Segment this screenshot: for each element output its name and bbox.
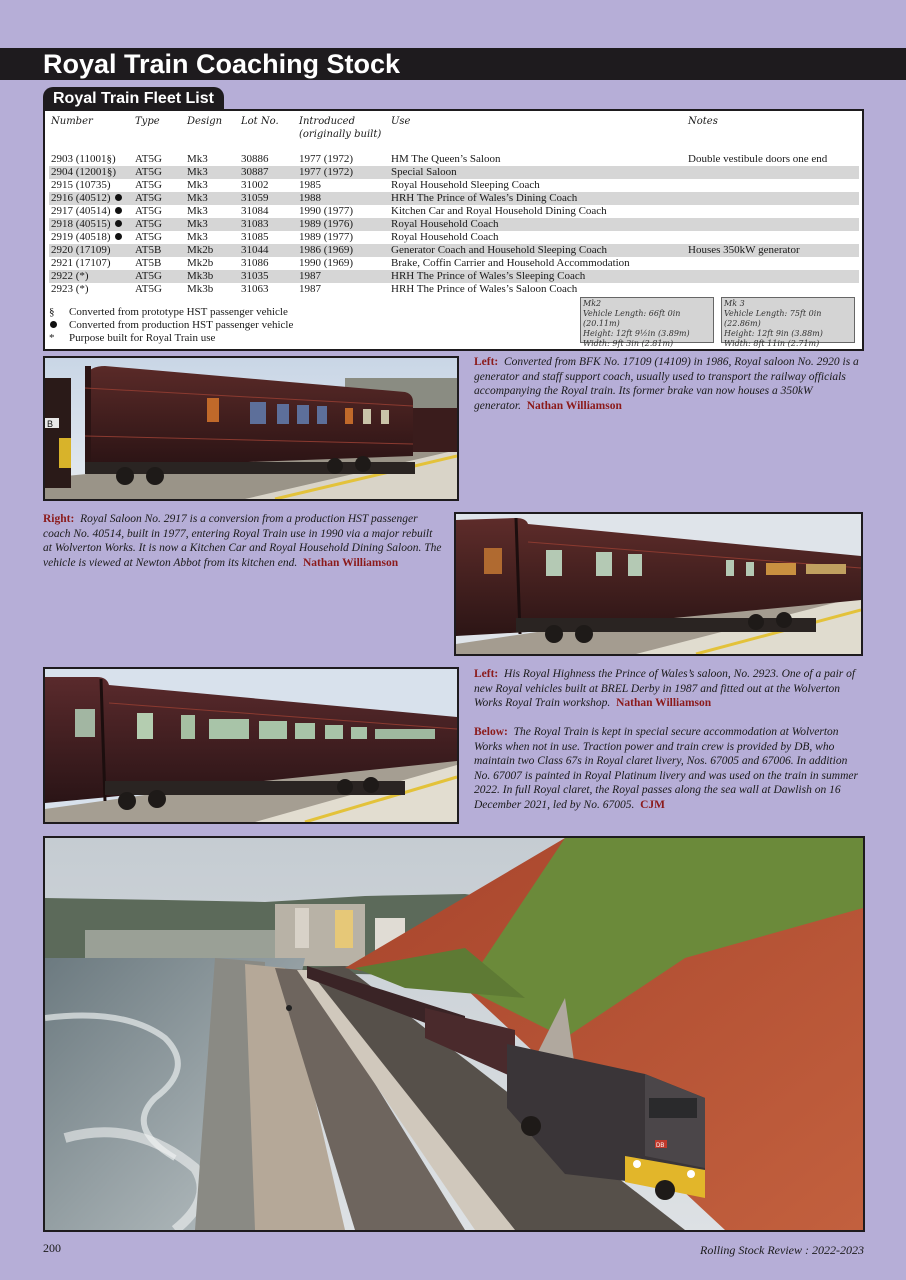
cell-type: AT5B [133, 244, 185, 257]
table-row [49, 244, 859, 257]
dims-height: Height: 12ft 9in (3.88m) [724, 329, 823, 338]
header-notes: Notes [688, 116, 718, 127]
caption-2 [43, 512, 443, 570]
cell-lot: 31063 [241, 283, 269, 295]
cell-notes [686, 218, 859, 231]
caption-3-credit: Nathan Williamson [616, 697, 712, 709]
cell-introduced: 1977 (1972) [297, 166, 389, 179]
caption-1-credit: Nathan Williamson [526, 399, 622, 412]
cell-lot: 31084 [241, 205, 269, 217]
cell-introduced: 1989 (1977) [299, 231, 354, 243]
caption-2-lead: Right: [43, 513, 75, 525]
photo-saloon-2917 [454, 512, 863, 656]
fleet-list-box [43, 109, 864, 351]
cell-design: Mk2b [185, 244, 239, 257]
cell-design: Mk3 [187, 179, 208, 191]
header-use: Use [391, 116, 411, 127]
page-number: 200 [43, 1241, 61, 1255]
dims-height: Height: 12ft 9½in (3.89m) [583, 329, 690, 338]
legend-symbol: * [49, 332, 55, 344]
caption-1-lead: Left: [474, 356, 499, 368]
table-row [49, 205, 859, 218]
cell-introduced: 1989 (1976) [297, 218, 389, 231]
dims-title: Mk2 [583, 299, 602, 308]
cell-type: AT5G [135, 205, 162, 217]
section-title: Royal Train Fleet List [43, 87, 224, 111]
legend-item [49, 332, 293, 345]
cell-design: Mk3b [187, 283, 214, 295]
cell-type: AT5G [133, 192, 185, 205]
cell-number: 2916 (40512) [49, 192, 133, 205]
cell-use: HRH The Prince of Wales’s Saloon Coach [391, 283, 578, 295]
dims-length: Vehicle Length: 66ft 0in (20.11m) [583, 309, 681, 328]
cell-design: Mk3 [185, 166, 239, 179]
cell-number: 2918 (40515) [49, 218, 133, 231]
cell-introduced: 1987 [297, 270, 389, 283]
header-lot: Lot No. [241, 116, 279, 127]
hst-dot-icon [115, 220, 122, 227]
cell-introduced: 1987 [299, 283, 321, 295]
cell-type: AT5G [133, 218, 185, 231]
cell-introduced: 1988 [297, 192, 389, 205]
cell-use: Royal Household Coach [389, 218, 686, 231]
hst-dot-icon [115, 194, 122, 201]
cell-use: HRH The Prince of Wales’s Dining Coach [389, 192, 686, 205]
cell-notes [686, 205, 859, 218]
cell-lot: 31002 [241, 179, 269, 191]
dims-length: Vehicle Length: 75ft 0in (22.86m) [724, 309, 822, 328]
legend-text: Converted from production HST passenger vehicle [69, 319, 294, 331]
cell-notes: Houses 350kW generator [686, 244, 859, 257]
cell-type: AT5G [133, 270, 185, 283]
photo-dawlish-image [45, 838, 863, 1230]
table-header-row [49, 115, 859, 153]
legend [49, 306, 293, 345]
cell-lot: 31083 [239, 218, 297, 231]
caption-3-lead: Left: [474, 668, 499, 680]
table-row [49, 166, 859, 179]
cell-number: 2923 (*) [51, 283, 89, 295]
dims-title: Mk 3 [724, 299, 745, 308]
db-logo: DB [656, 1143, 665, 1149]
cell-introduced: 1990 (1977) [299, 205, 354, 217]
cell-number: 2917 (40514) [49, 205, 133, 218]
cell-design: Mk3 [187, 231, 208, 243]
photo-dawlish-sea-wall [43, 836, 865, 1232]
cell-lot: 31059 [239, 192, 297, 205]
cell-number: 2922 (*) [49, 270, 133, 283]
cell-notes [686, 192, 859, 205]
cell-design: Mk3 [187, 205, 208, 217]
cell-notes [686, 179, 859, 192]
table-row [49, 257, 859, 270]
photo-coach-2920 [43, 356, 459, 501]
legend-item [49, 306, 293, 319]
hst-dot-icon [115, 233, 122, 240]
caption-4-credit: CJM [640, 798, 665, 811]
cell-introduced: 1985 [299, 179, 321, 191]
caption-4-text: The Royal Train is kept in special secure accommodation at Wolverton Works when not in use. Traction power and train crew is provided by DB, who maintain two Class 67s in Royal claret livery, Nos. 67005 and 67006. In addition No. 67007 is painted in Royal Platinum livery and was used on the train in summer 2022. In full Royal claret, the Royal passes along the sea wall at Dawlish on 16 December 2021, led by No. 67005. [474, 726, 858, 811]
photo-saloon-2917-image [456, 514, 861, 654]
caption-2-credit: Nathan Williamson [302, 556, 399, 569]
cell-notes: Double vestibule doors one end [688, 153, 828, 165]
cell-use: Brake, Coffin Carrier and Household Accommodation [391, 257, 630, 269]
hst-dot-icon [115, 207, 122, 214]
header-number: Number [51, 116, 93, 127]
cell-lot: 31035 [239, 270, 297, 283]
cell-type: AT5B [135, 257, 162, 269]
cell-notes [686, 231, 859, 244]
table-row [49, 231, 859, 244]
fleet-table [49, 115, 859, 296]
cell-type: AT5G [135, 231, 162, 243]
cell-lot: 31085 [241, 231, 269, 243]
cell-type: AT5G [135, 283, 162, 295]
cell-use: HM The Queen’s Saloon [391, 153, 501, 165]
header-introduced-sub: (originally built) [299, 129, 382, 140]
dims-width: Width: 9ft 3in (2.81m) [583, 339, 674, 348]
mk3-dimensions-box [721, 297, 855, 348]
cell-use: Royal Household Sleeping Coach [391, 179, 540, 191]
cell-type: AT5G [135, 179, 162, 191]
table-row [49, 153, 859, 166]
cell-number: 2919 (40518) [49, 231, 133, 244]
cell-design: Mk3 [185, 218, 239, 231]
photo-saloon-2923 [43, 667, 459, 824]
cell-notes [686, 283, 859, 296]
header-introduced-label: Introduced [299, 116, 355, 127]
cell-introduced: 1986 (1969) [297, 244, 389, 257]
caption-1 [474, 355, 859, 413]
header-introduced [297, 115, 389, 153]
publication-title: Rolling Stock Review : 2022-2023 [700, 1243, 864, 1257]
legend-text: Purpose built for Royal Train use [69, 332, 216, 344]
photo-coach-2920-image [45, 358, 457, 499]
caption-2-text: Royal Saloon No. 2917 is a conversion from a production HST passenger coach No. 40514, built in 1977, entering Royal Train use in 1990 via a major rebuilt at Wolverton Works. It is now a Kitchen Car and Royal Household Dining Saloon. The vehicle is viewed at Newton Abbot from its kitchen end. [43, 513, 442, 569]
cell-lot: 31086 [241, 257, 269, 269]
table-row [49, 218, 859, 231]
cell-introduced: 1977 (1972) [299, 153, 354, 165]
caption-4 [474, 725, 859, 812]
cell-type: AT5G [135, 153, 162, 165]
header-type: Type [135, 116, 160, 127]
cell-use: Kitchen Car and Royal Household Dining Coach [391, 205, 607, 217]
cell-lot: 30887 [239, 166, 297, 179]
page-title: Royal Train Coaching Stock [0, 48, 906, 80]
header-design: Design [187, 116, 223, 127]
cell-use: Royal Household Coach [391, 231, 499, 243]
cell-notes [686, 257, 859, 270]
legend-symbol: § [49, 306, 55, 318]
cell-use: Special Saloon [389, 166, 686, 179]
caption-4-lead: Below: [474, 726, 508, 738]
legend-text: Converted from prototype HST passenger vehicle [69, 306, 288, 318]
table-row [49, 270, 859, 283]
cell-number: 2915 (10735) [51, 179, 111, 191]
table-row [49, 192, 859, 205]
mk2-dimensions-box [580, 297, 714, 348]
cell-number: 2903 (11001§) [51, 153, 116, 165]
cell-design: Mk3 [185, 192, 239, 205]
cell-lot: 31044 [239, 244, 297, 257]
cell-number: 2921 (17107) [51, 257, 111, 269]
cell-type: AT5G [133, 166, 185, 179]
cell-design: Mk3b [185, 270, 239, 283]
legend-item [49, 319, 293, 332]
legend-dot-icon [49, 319, 69, 332]
caption-3-text: His Royal Highness the Prince of Wales’s saloon, No. 2923. One of a pair of new Royal vehicles built at BREL Derby in 1987 and fitted out at the Wolverton Works Royal Train workshop. [474, 668, 856, 709]
cell-number: 2904 (12001§) [49, 166, 133, 179]
cell-notes [686, 166, 859, 179]
cell-number: 2920 (17109) [49, 244, 133, 257]
table-row [49, 283, 859, 296]
dims-width: Width: 8ft 11in (2.71m) [724, 339, 820, 348]
caption-1-text: Converted from BFK No. 17109 (14109) in 1986, Royal saloon No. 2920 is a generator and staff support coach, usually used to transport the railway officials accompanying the Royal train. Its former brake van now houses a 350kW generator. [474, 356, 859, 412]
photo-saloon-2923-image [45, 669, 457, 822]
cell-introduced: 1990 (1969) [299, 257, 354, 269]
coach-end-badge: B [47, 419, 54, 429]
cell-design: Mk3 [187, 153, 208, 165]
table-row [49, 179, 859, 192]
cell-notes [686, 270, 859, 283]
cell-lot: 30886 [241, 153, 269, 165]
fleet-table-body [49, 153, 859, 296]
cell-design: Mk2b [187, 257, 214, 269]
caption-3 [474, 667, 859, 711]
cell-use: Generator Coach and Household Sleeping Coach [389, 244, 686, 257]
cell-use: HRH The Prince of Wales’s Sleeping Coach [389, 270, 686, 283]
